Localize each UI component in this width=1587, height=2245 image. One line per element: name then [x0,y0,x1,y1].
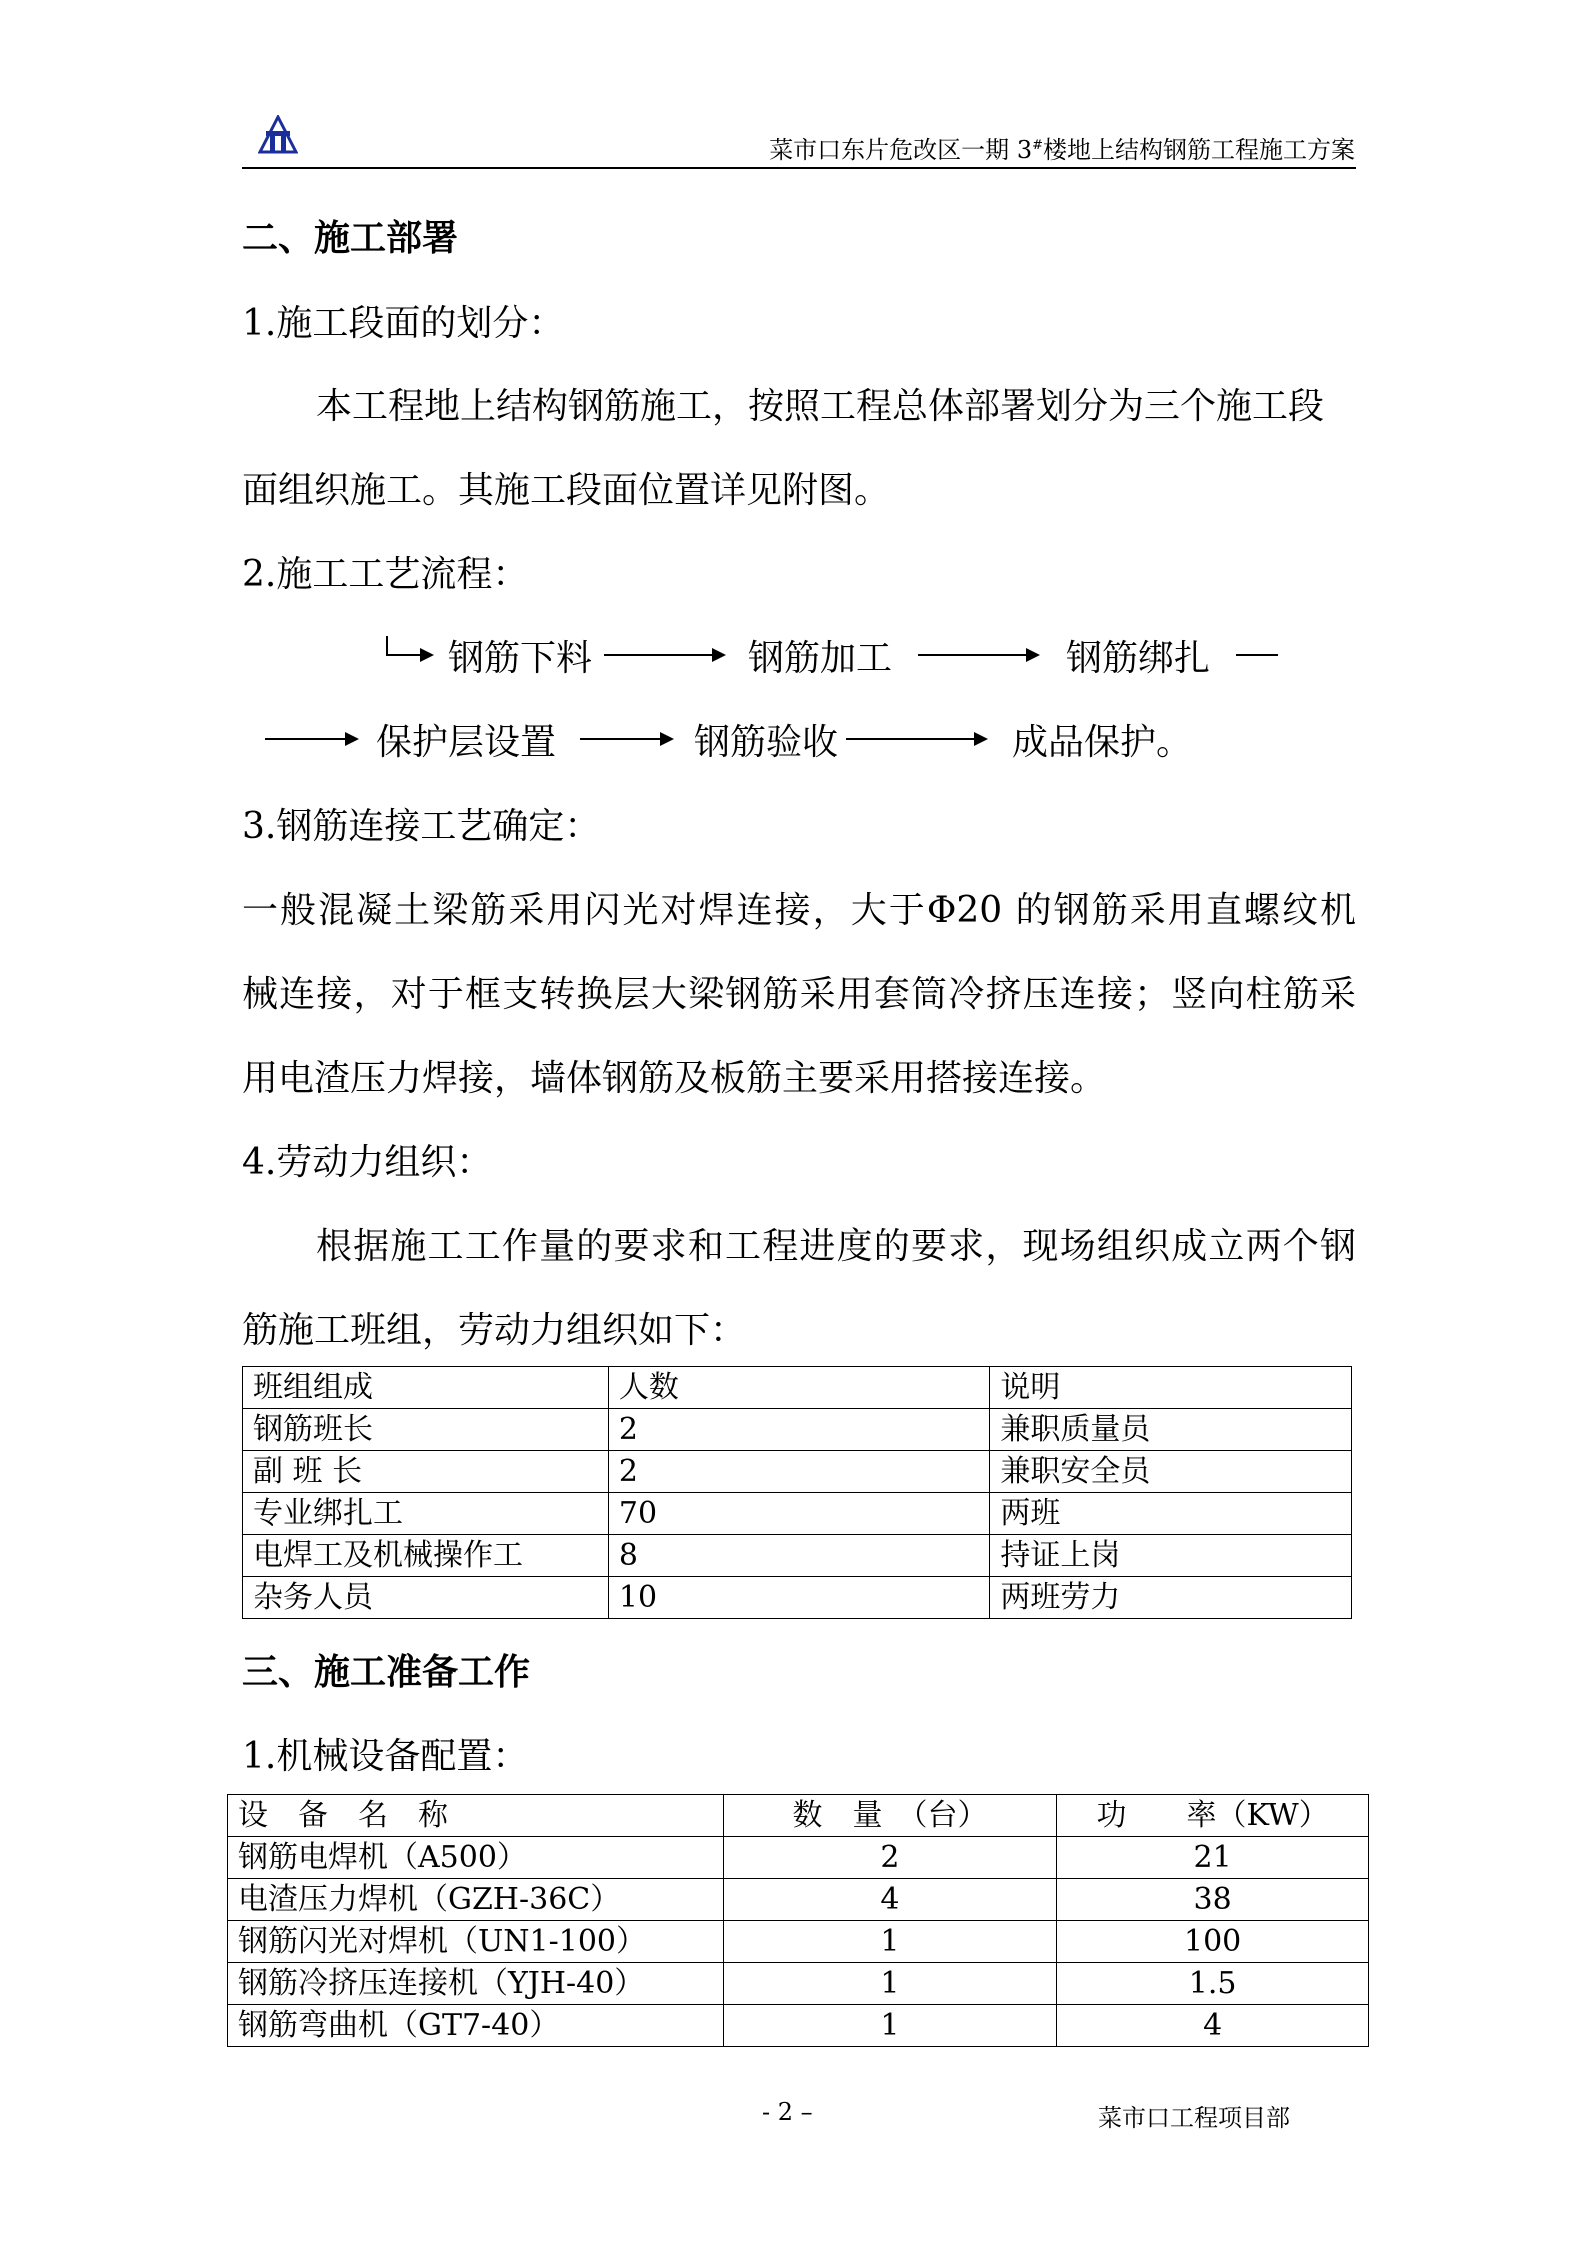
table-cell: 1 [723,1921,1057,1963]
item-title-segments: 1.施工段面的划分： [242,303,565,344]
table-cell: 4 [723,1879,1057,1921]
table-header-row [228,1795,1369,1837]
paragraph-line: 一般混凝土梁筋采用闪光对焊连接，大于Φ20 的钢筋采用直螺纹机 [242,890,1356,931]
table-row [243,1577,1352,1619]
table-row [243,1493,1352,1535]
table-cell: 兼职质量员 [990,1409,1352,1451]
flow-arrow [265,738,357,740]
table-cell: 杂务人员 [243,1577,609,1619]
table-row [228,1837,1369,1879]
flow-step: 保护层设置 [376,722,557,763]
table-cell: 70 [608,1493,989,1535]
table-row [243,1451,1352,1493]
section-heading-preparation: 三、施工准备工作 [242,1651,531,1693]
paragraph-line: 筋施工班组，劳动力组织如下： [242,1310,747,1351]
paragraph-line: 械连接，对于框支转换层大梁钢筋采用套筒冷挤压连接；竖向柱筋采 [242,974,1356,1015]
table-cell: 持证上岗 [990,1535,1352,1577]
table-cell: 2 [608,1451,989,1493]
table-header-cell: 功 率（KW） [1057,1795,1369,1837]
table-cell: 钢筋班长 [243,1409,609,1451]
paragraph-line: 根据施工工作量的要求和工程进度的要求，现场组织成立两个钢 [316,1226,1356,1267]
table-cell: 1 [723,2005,1057,2047]
table-header-cell: 说明 [990,1367,1352,1409]
flow-entry-line [386,636,388,654]
table-header-cell: 数 量 （台） [723,1795,1057,1837]
table-cell: 副 班 长 [243,1451,609,1493]
table-cell: 21 [1057,1837,1369,1879]
table-header-row [243,1367,1352,1409]
table-cell: 电渣压力焊机（GZH-36C） [228,1879,724,1921]
table-cell: 100 [1057,1921,1369,1963]
table-cell: 2 [608,1409,989,1451]
flow-arrow [580,738,672,740]
paragraph-line: 用电渣压力焊接，墙体钢筋及板筋主要采用搭接连接。 [242,1058,1107,1099]
paragraph-line: 本工程地上结构钢筋施工，按照工程总体部署划分为三个施工段 [316,386,1325,427]
header-rule [242,167,1356,169]
flow-arrow [604,654,724,656]
table-cell: 钢筋电焊机（A500） [228,1837,724,1879]
header-title: 菜市口东片危改区一期 3#楼地上结构钢筋工程施工方案 [769,136,1355,164]
table-cell: 专业绑扎工 [243,1493,609,1535]
table-row [243,1409,1352,1451]
flow-arrow [846,738,986,740]
paragraph-line: 面组织施工。其施工段面位置详见附图。 [242,470,891,511]
labor-table [242,1366,1352,1619]
flow-step: 钢筋验收 [694,722,839,763]
flow-step: 成品保护。 [1012,722,1193,763]
table-cell: 8 [608,1535,989,1577]
table-cell: 两班劳力 [990,1577,1352,1619]
table-row [228,1963,1369,2005]
table-header-cell: 班组组成 [243,1367,609,1409]
table-cell: 钢筋冷挤压连接机（YJH-40） [228,1963,724,2005]
flow-continue-line [1236,654,1278,656]
table-row [243,1535,1352,1577]
item-title-process: 2.施工工艺流程： [242,554,529,595]
table-cell: 2 [723,1837,1057,1879]
table-cell: 兼职安全员 [990,1451,1352,1493]
table-cell: 38 [1057,1879,1369,1921]
item-title-connection: 3.钢筋连接工艺确定： [242,806,601,847]
equipment-table [227,1794,1369,2047]
item-title-labor: 4.劳动力组织： [242,1142,493,1183]
footer-department: 菜市口工程项目部 [1098,2104,1290,2132]
table-cell: 钢筋闪光对焊机（UN1-100） [228,1921,724,1963]
table-cell: 10 [608,1577,989,1619]
flow-step: 钢筋绑扎 [1066,638,1211,679]
table-row [228,1879,1369,1921]
table-cell: 钢筋弯曲机（GT7-40） [228,2005,724,2047]
flow-arrow [386,654,432,656]
flow-step: 钢筋加工 [748,638,893,679]
flow-step: 钢筋下料 [448,638,593,679]
table-row [228,1921,1369,1963]
table-row [228,2005,1369,2047]
table-cell: 电焊工及机械操作工 [243,1535,609,1577]
page-number: - 2 – [762,2098,813,2126]
flow-arrow [918,654,1038,656]
table-cell: 4 [1057,2005,1369,2047]
company-logo-icon [258,115,298,155]
table-header-cell: 设 备 名 称 [228,1795,724,1837]
table-header-cell: 人数 [608,1367,989,1409]
table-cell: 两班 [990,1493,1352,1535]
table-cell: 1 [723,1963,1057,2005]
item-title-equipment: 1.机械设备配置： [242,1736,529,1777]
section-heading-deployment: 二、施工部署 [242,217,459,259]
table-cell: 1.5 [1057,1963,1369,2005]
